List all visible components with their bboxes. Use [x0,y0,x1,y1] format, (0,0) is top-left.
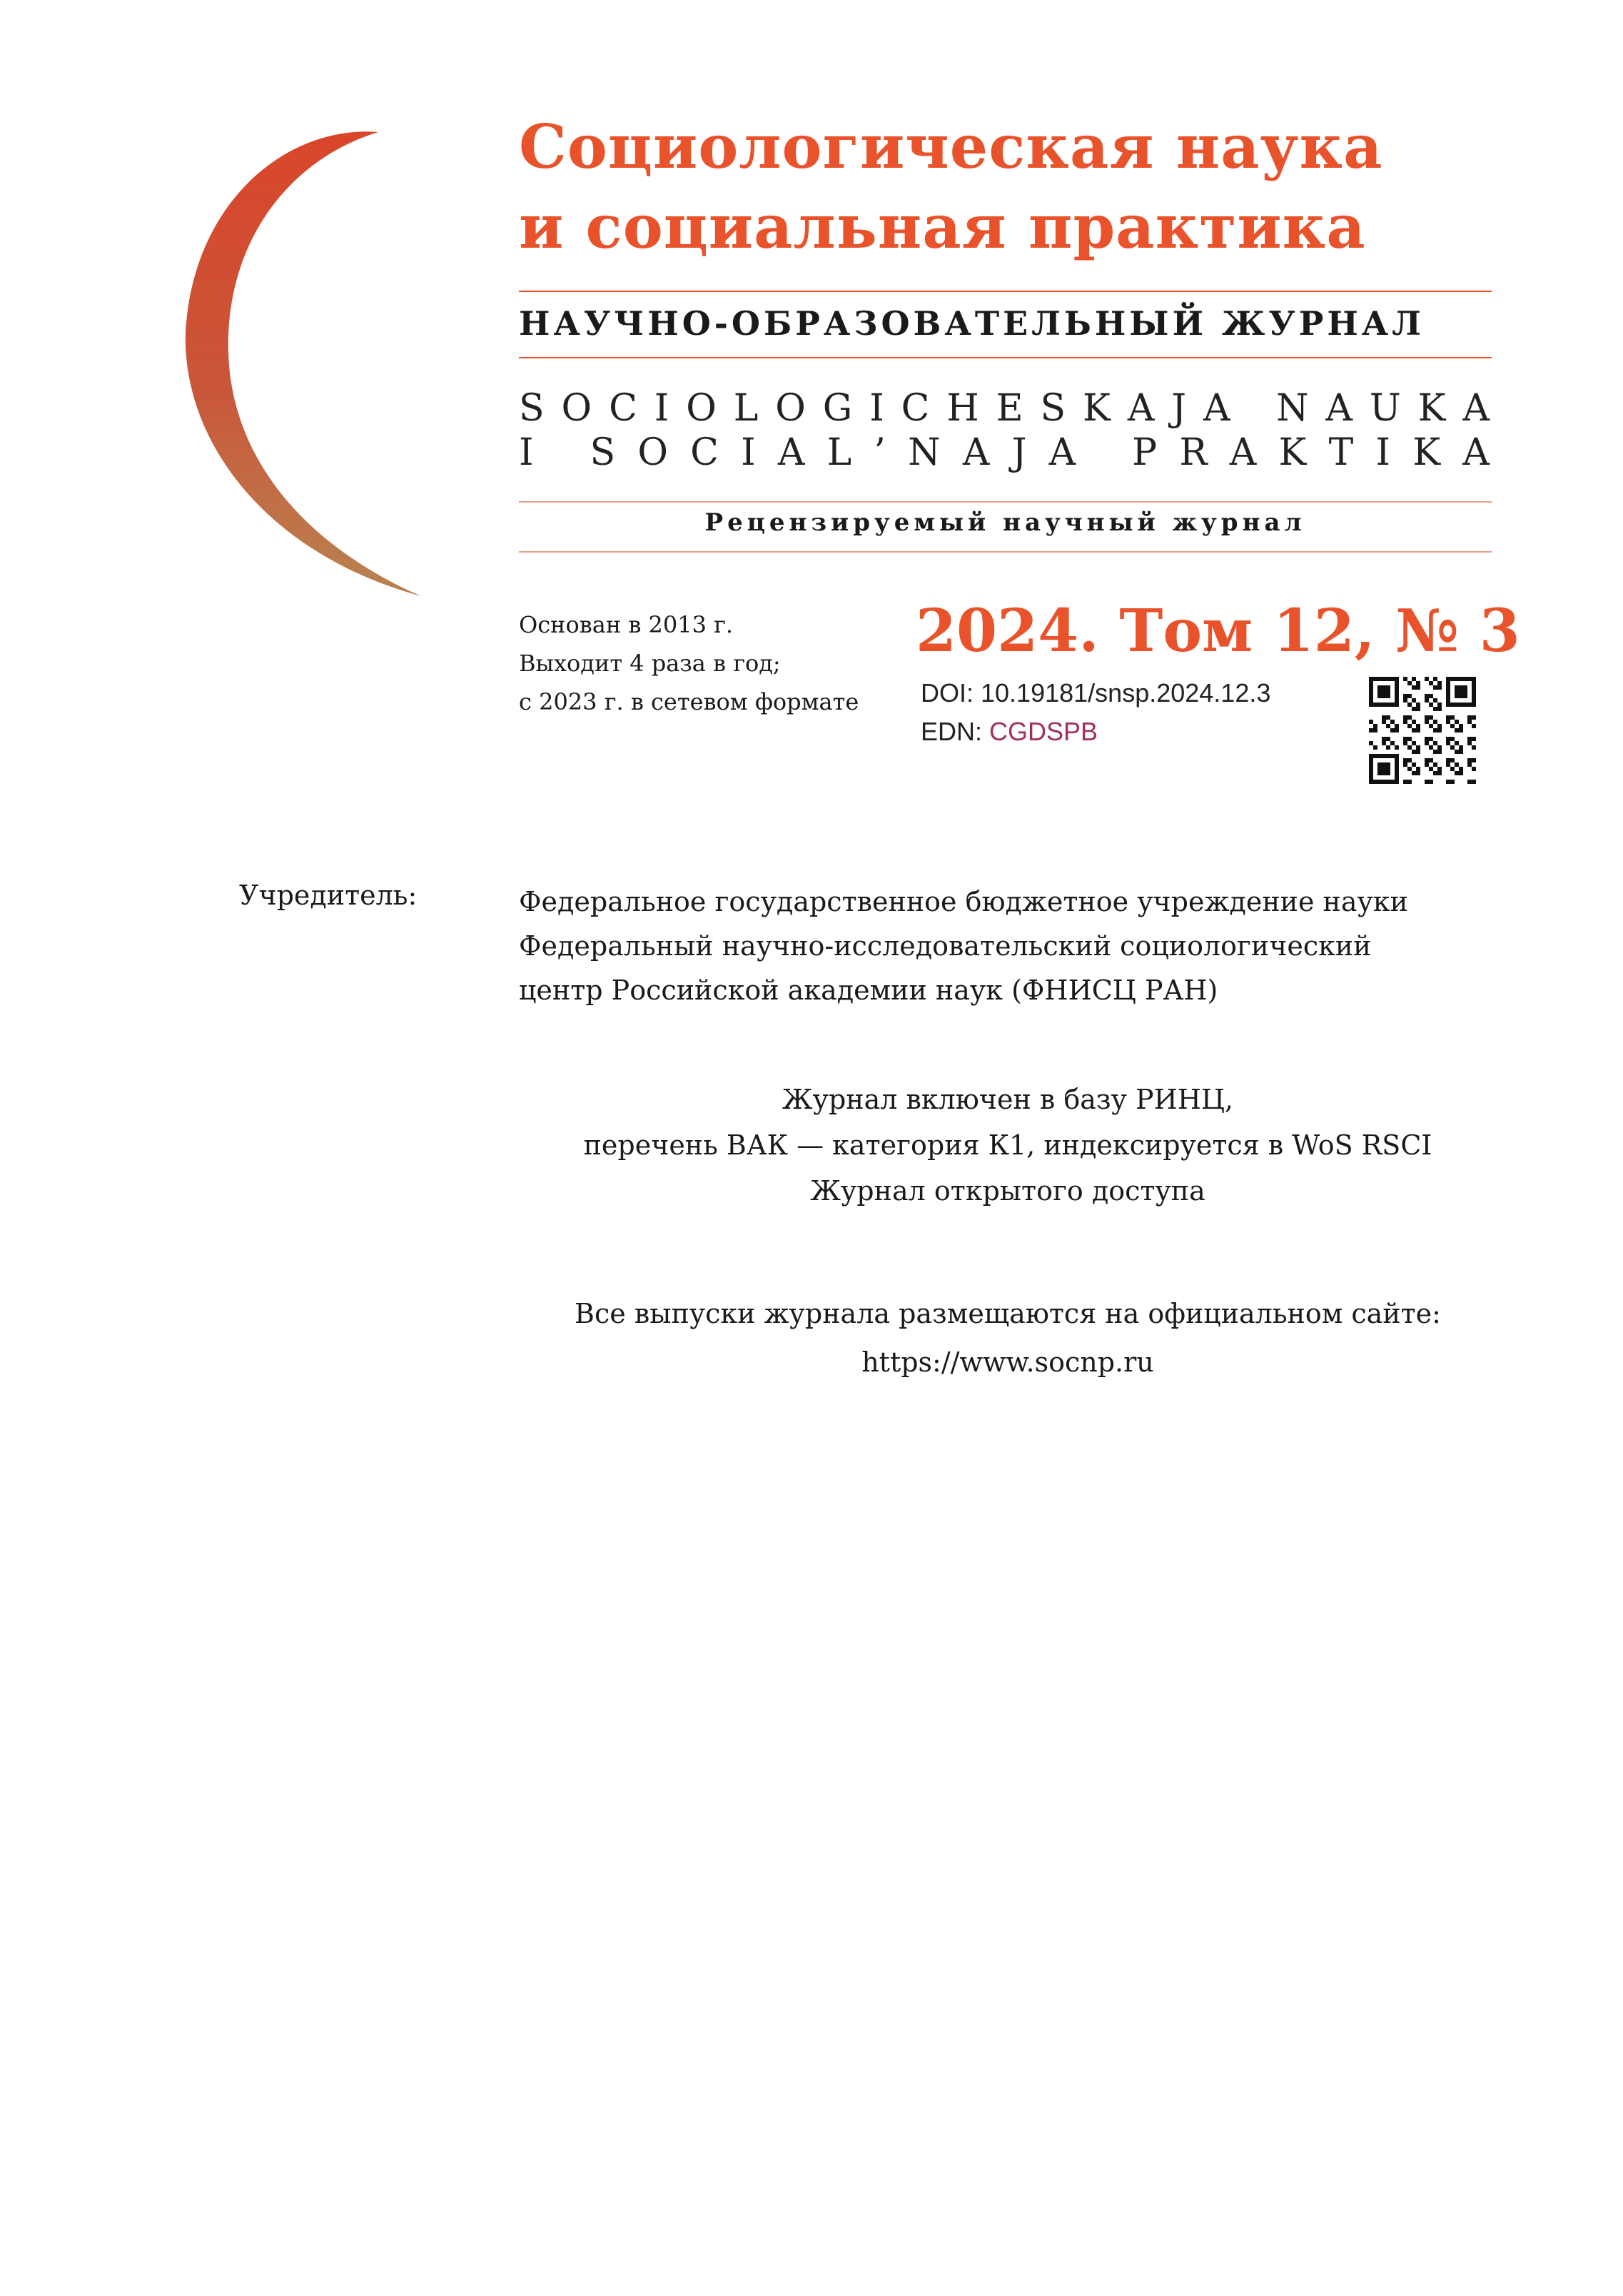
word-gap [1248,387,1260,430]
translit-letter: A [1048,431,1076,474]
word-gap [1098,431,1110,474]
frequency: Выходит 4 раза в год; [519,650,781,677]
founded-year: Основан в 2013 г. [519,611,734,638]
founder-line: Федеральное государственное бюджетное учреждение науки [519,886,1408,917]
publication-info [519,605,890,721]
translit-letter: A [1229,431,1257,474]
translit-title-line2 [519,431,1490,474]
translit-letter: A [777,431,805,474]
translit-letter: I [741,431,756,474]
founder-label: Учредитель: [239,880,418,911]
translit-letter: K [1278,431,1307,474]
doi-row [921,674,1349,713]
edn-value[interactable]: CGDSPB [989,717,1098,746]
peer-reviewed-label: Рецензируемый научный журнал [704,508,1306,537]
word-gap [556,431,568,474]
translit-letter: O [637,431,668,474]
translit-letter: O [686,387,717,430]
indexing-info [519,1077,1497,1214]
translit-letter: I [1375,431,1390,474]
translit-letter: T [1328,431,1354,474]
translit-letter: S [1040,387,1066,430]
doi-value[interactable]: 10.19181/snsp.2024.12.3 [981,678,1271,708]
translit-letter: C [690,431,719,474]
divider [519,501,1492,503]
journal-subtitle: НАУЧНО-ОБРАЗОВАТЕЛЬНЫЙ ЖУРНАЛ [519,304,1425,343]
translit-letter: I [654,387,669,430]
journal-title [519,107,1497,267]
edn-label: EDN: [921,717,990,746]
translit-letter: K [1412,431,1441,474]
site-url-link[interactable]: https://www.socnp.ru [861,1346,1154,1378]
translit-letter: G [822,387,853,430]
format: с 2023 г. в сетевом формате [519,688,859,715]
translit-letter: J [1171,387,1187,430]
translit-letter: J [1011,431,1027,474]
translit-title-line1 [519,387,1490,430]
journal-title-line1: Социологическая наука [519,111,1383,182]
translit-letter: A [1462,431,1490,474]
translit-letter: K [1417,387,1446,430]
translit-letter: C [609,387,637,430]
edn-row [921,713,1349,751]
translit-letter: L [733,387,759,430]
translit-letter: A [962,431,990,474]
doi-label: DOI: [921,678,981,708]
founder-line: центр Российской академии наук (ФНИСЦ РАН) [519,975,1218,1006]
indexing-line: Журнал включен в базу РИНЦ, [782,1084,1234,1115]
translit-letter: S [519,387,545,430]
translit-letter: I [519,431,534,474]
translit-letter: R [1179,431,1208,474]
translit-letter: K [1083,387,1111,430]
translit-letter: N [1275,387,1309,430]
journal-title-line2: и социальная практика [519,191,1366,262]
translit-letter: S [590,431,616,474]
translit-letter: A [1127,387,1155,430]
translit-letter: H [946,387,979,430]
translit-letter: C [901,387,930,430]
qr-code-icon[interactable] [1369,677,1476,784]
translit-letter: A [1325,387,1352,430]
divider [519,357,1492,358]
issue-number: 2024. Том 12, № 3 [916,597,1520,665]
translit-letter: E [996,387,1023,430]
translit-letter: ’ [874,431,886,474]
site-text: Все выпуски журнала размещаются на официальном сайте: [575,1298,1441,1329]
translit-letter: A [1462,387,1490,430]
indexing-line: Журнал открытого доступа [810,1175,1205,1207]
translit-letter: A [1203,387,1230,430]
divider [519,291,1492,292]
site-info [519,1289,1497,1386]
identifiers [921,674,1349,751]
translit-letter: P [1132,431,1158,474]
indexing-line: перечень ВАК — категория К1, индексируется в WoS RSCI [583,1129,1432,1161]
crescent-logo-icon [164,118,428,603]
translit-letter: U [1369,387,1401,430]
divider [519,551,1492,553]
founder-line: Федеральный научно-исследовательский социологический [519,930,1372,962]
founder-text [519,880,1497,1012]
translit-letter: O [775,387,806,430]
translit-letter: N [908,431,941,474]
translit-letter: L [826,431,852,474]
translit-letter: O [561,387,592,430]
translit-letter: I [869,387,884,430]
